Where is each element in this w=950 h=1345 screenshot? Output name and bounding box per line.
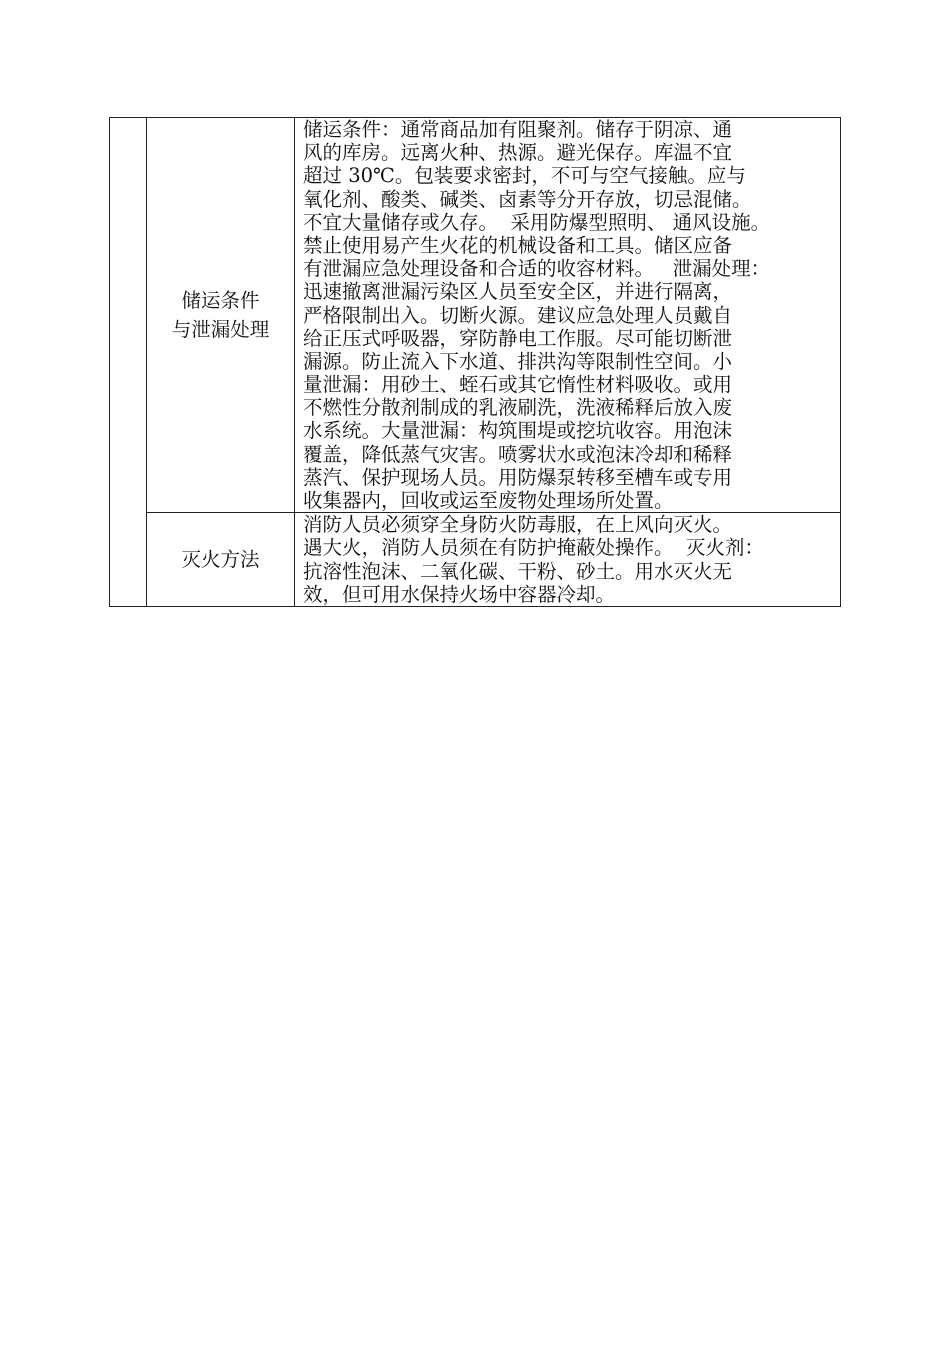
hazard-info-table xyxy=(109,117,841,607)
row-content-storage-leakage xyxy=(295,118,841,513)
content-line: 抗溶性泡沫、二氧化碳、干粉、砂土。用水灭火无 xyxy=(303,559,733,583)
content-line: 不宜大量储存或久存。 采用防爆型照明、 通风设施。 xyxy=(303,210,771,234)
content-line: 严格限制出入。切断火源。建议应急处理人员戴自 xyxy=(303,303,733,327)
table-row-fire-fighting xyxy=(110,513,841,607)
content-line: 迅速撤离泄漏污染区人员至安全区，并进行隔离， xyxy=(303,280,733,304)
content-line: 水系统。大量泄漏：构筑围堤或挖坑收容。用泡沫 xyxy=(303,419,733,443)
content-line: 覆盖，降低蒸气灾害。喷雾状水或泡沫冷却和稀释 xyxy=(303,442,733,466)
content-line: 风的库房。远离火种、热源。避光保存。库温不宜 xyxy=(303,141,733,165)
content-line: 给正压式呼吸器，穿防静电工作服。尽可能切断泄 xyxy=(303,326,733,350)
label-line: 储运条件 xyxy=(181,289,260,313)
content-line: 有泄漏应急处理设备和合适的收容材料。 泄漏处理： xyxy=(303,257,771,281)
table-row-storage-leakage xyxy=(110,118,841,513)
label-line: 与泄漏处理 xyxy=(171,318,270,342)
content-line: 漏源。防止流入下水道、排洪沟等限制性空间。小 xyxy=(303,349,733,373)
content-line: 不燃性分散剂制成的乳液刷洗，洗液稀释后放入废 xyxy=(303,396,733,420)
content-line: 氧化剂、酸类、碱类、卤素等分开存放，切忌混储。 xyxy=(303,187,752,211)
row-content-fire-fighting xyxy=(295,513,841,607)
content-line: 超过 30℃。包装要求密封，不可与空气接触。应与 xyxy=(303,164,746,188)
content-line: 遇大火，消防人员须在有防护掩蔽处操作。 灭火剂： xyxy=(303,536,764,560)
label-line: 灭火方法 xyxy=(181,548,260,572)
blank-category-cell xyxy=(110,118,147,607)
row-label-fire-fighting xyxy=(147,513,295,607)
content-line: 效，但可用水保持火场中容器冷却。 xyxy=(303,582,616,606)
content-line: 储运条件：通常商品加有阻聚剂。储存于阴凉、通 xyxy=(303,118,733,141)
content-line: 消防人员必须穿全身防火防毒服，在上风向灭火。 xyxy=(303,513,733,537)
content-line: 禁止使用易产生火花的机械设备和工具。储区应备 xyxy=(303,233,733,257)
content-line: 蒸汽、保护现场人员。用防爆泵转移至槽车或专用 xyxy=(303,465,733,489)
content-line: 收集器内，回收或运至废物处理场所处置。 xyxy=(303,489,674,512)
row-label-storage-leakage xyxy=(147,118,295,513)
content-line: 量泄漏：用砂土、蛭石或其它惰性材料吸收。或用 xyxy=(303,373,733,397)
